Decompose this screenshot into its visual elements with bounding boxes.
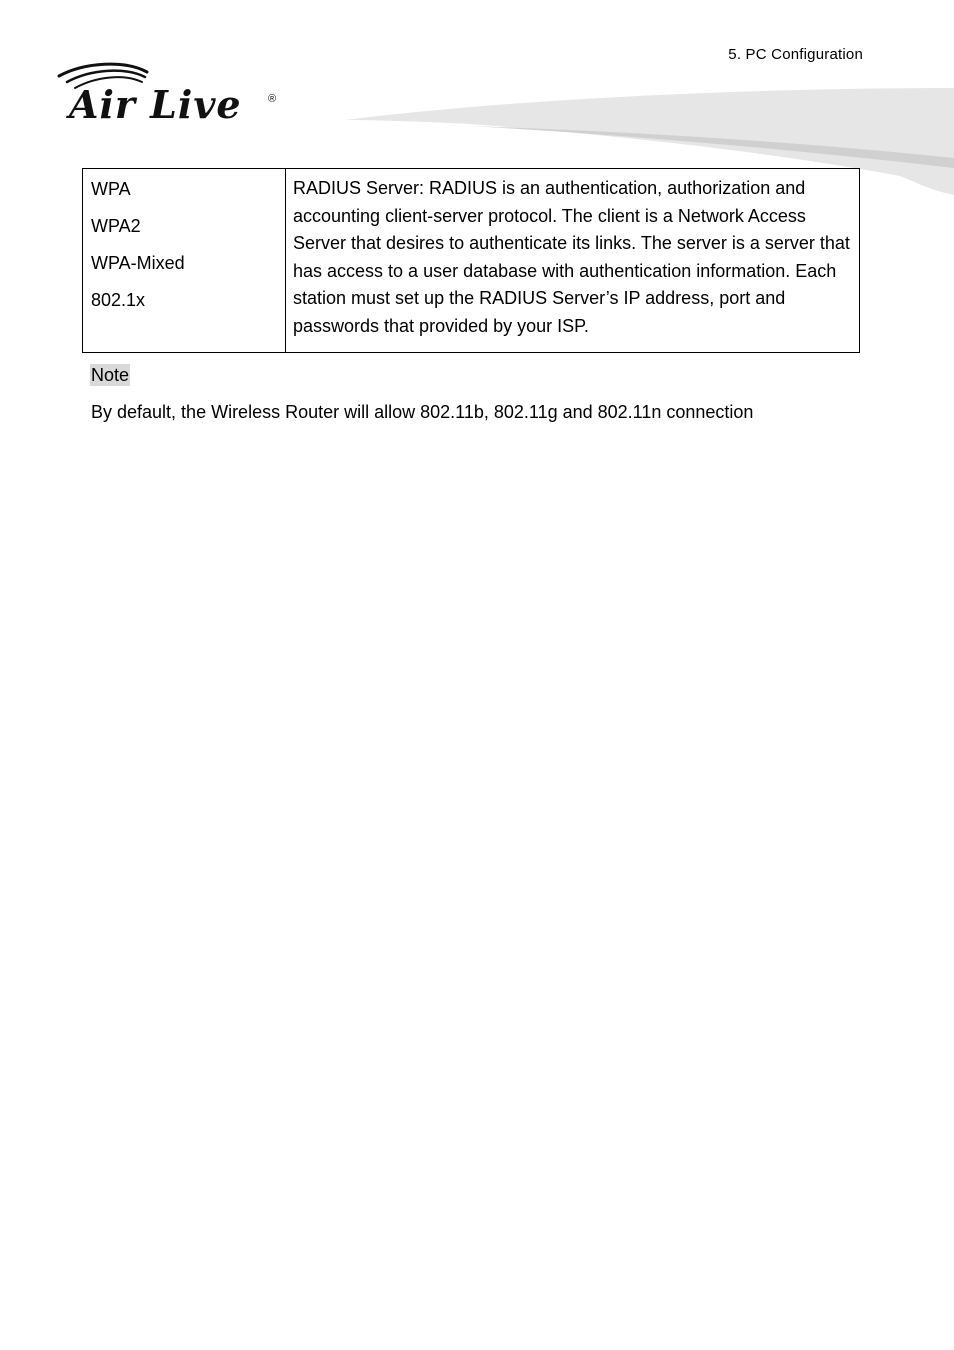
note-label: Note [91,365,130,385]
mode-8021x: 802.1x [91,290,146,310]
encryption-mode-table [82,168,860,353]
radius-description: RADIUS Server: RADIUS is an authentication, authorization and accounting client-server protocol. The client is a Network Access Server that desires to authenticate its links. The server is a server that has access to a user database with authentication information. Each station must set up the RADIUS Server’s IP address, port and passwords that provided by your ISP. [286,169,860,353]
modes-cell [83,169,286,353]
logo-wordmark: Air Live [69,82,242,124]
registered-mark: ® [268,93,277,105]
note-text: By default, the Wireless Router will allow 802.11b, 802.11g and 802.11n connection [91,402,754,422]
airlive-logo [55,58,285,124]
mode-wpa-mixed: WPA-Mixed [91,253,185,273]
mode-wpa2: WPA2 [91,216,141,236]
table-row [83,169,860,353]
section-heading: 5. PC Configuration [728,46,863,63]
mode-wpa: WPA [91,179,131,199]
